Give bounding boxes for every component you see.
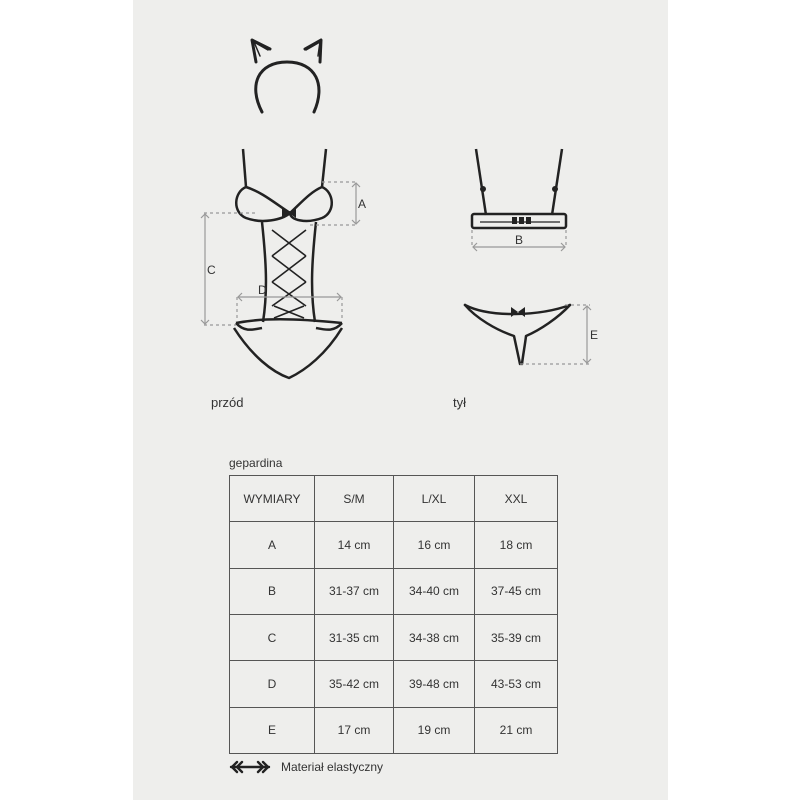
back-bow-icon (511, 307, 525, 317)
table-cell: 18 cm (475, 522, 558, 568)
cat-ears-headband-icon (252, 40, 321, 112)
table-cell: 14 cm (315, 522, 394, 568)
material-label: Materiał elastyczny (281, 760, 384, 774)
table-row (230, 522, 558, 568)
table-cell: 43-53 cm (475, 661, 558, 707)
garment-sketches (133, 0, 668, 420)
table-row (230, 568, 558, 614)
table-cell: B (230, 568, 315, 614)
front-view-label: przód (211, 395, 244, 410)
size-table (229, 475, 558, 754)
table-row (230, 707, 558, 753)
table-cell: E (230, 707, 315, 753)
header-cell: WYMIARY (230, 476, 315, 522)
strap-slider-icons (480, 186, 558, 224)
product-name: gepardina (229, 456, 283, 470)
table-cell: 34-38 cm (394, 614, 475, 660)
table-cell: 16 cm (394, 522, 475, 568)
dim-label-e: E (590, 328, 599, 342)
dim-label-c: C (207, 263, 216, 277)
dim-label-d: D (258, 283, 267, 297)
table-row (230, 661, 558, 707)
table-cell: 34-40 cm (394, 568, 475, 614)
table-header-row (230, 476, 558, 522)
table-cell: 31-35 cm (315, 614, 394, 660)
table-cell: 35-39 cm (475, 614, 558, 660)
dimension-guides (201, 182, 591, 364)
dim-label-a: A (358, 197, 367, 211)
elastic-material-icon (229, 760, 271, 774)
table-cell: A (230, 522, 315, 568)
table-cell: 31-37 cm (315, 568, 394, 614)
back-thong-sketch (465, 305, 570, 364)
table-cell: 39-48 cm (394, 661, 475, 707)
front-bodysuit-sketch (234, 149, 342, 378)
table-cell: 17 cm (315, 707, 394, 753)
table-cell: C (230, 614, 315, 660)
table-cell: 37-45 cm (475, 568, 558, 614)
material-legend (229, 760, 383, 774)
back-view-label: tył (453, 395, 466, 410)
table-cell: 21 cm (475, 707, 558, 753)
back-bra-sketch (472, 149, 566, 228)
dim-label-b: B (515, 233, 524, 247)
header-cell: XXL (475, 476, 558, 522)
table-row (230, 614, 558, 660)
header-cell: L/XL (394, 476, 475, 522)
table-cell: 35-42 cm (315, 661, 394, 707)
table-cell: 19 cm (394, 707, 475, 753)
header-cell: S/M (315, 476, 394, 522)
table-cell: D (230, 661, 315, 707)
front-lacing (272, 230, 306, 318)
